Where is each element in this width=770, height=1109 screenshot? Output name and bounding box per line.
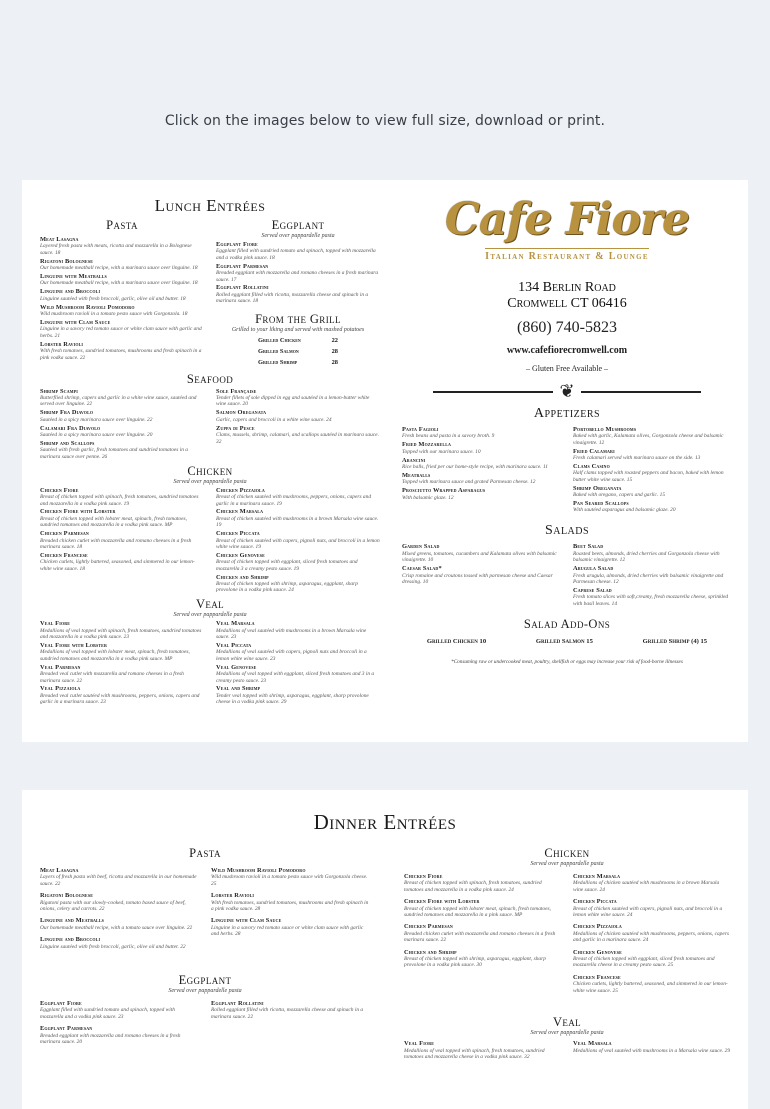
menu-item-description: Our homemade meatball recipe, with a marinara sauce over linguine. 18 — [40, 280, 198, 287]
menu-item-name: Linguine and Meatballs — [40, 917, 105, 925]
menu-item-name: Portobello Mushrooms — [573, 426, 637, 433]
menu-item-description: Crisp romaine and croutons tossed with parmesan cheese and Caesar dressing. 10 — [402, 572, 553, 585]
menu-item-name: Chicken Fiore with Lobster — [404, 898, 480, 906]
addon-item: Grilled Salmon 15 — [535, 637, 593, 645]
menu-item-description: With sautéed asparagus and balsamic glaze. 20 — [573, 507, 676, 514]
menu-item-name: Chicken and Shrimp — [216, 573, 269, 581]
menu-item-name: Arancini — [402, 456, 426, 464]
menu-item — [402, 457, 561, 471]
menu-item — [211, 1000, 370, 1020]
menu-item-name: Linguine with Clam Sauce — [40, 318, 111, 326]
menu-item — [216, 664, 380, 684]
menu-item — [216, 508, 380, 528]
address-line-1: 134 Berlin Road — [518, 280, 616, 295]
menu-item — [216, 685, 380, 705]
menu-item-description: Wild mushroom ravioli in a tomato pesto sauce with Gorgonzola cheese. 25 — [211, 874, 368, 887]
menu-item-name: Chicken Pizzaiola — [573, 923, 622, 931]
menu-item-description: Linguine in a savory red tomato sauce or white clam sauce with garlic and herbs. 21 — [40, 326, 202, 339]
menu-item-description: Breast of chicken topped with eggplant, sliced fresh tomatoes and mozzarella cheese in a creamy pesto sauce. 25 — [573, 956, 715, 969]
menu-item — [573, 500, 732, 514]
menu-item-description: Medallions of veal topped with lobster meat, spinach, fresh tomatoes, sundried tomatoes and mozzarella in a vodka pink sauce. MP — [40, 649, 190, 662]
menu-item — [573, 485, 732, 499]
lunch-menu-image[interactable] — [22, 180, 748, 742]
grill-item-price: 28 — [331, 347, 338, 355]
dinner-veal-sub: Served over pappardelle pasta — [530, 1030, 604, 1037]
menu-item-name: Chicken and Shrimp — [404, 948, 457, 956]
menu-item-name: Chicken Fiore — [404, 873, 443, 880]
gluten-free-note: – Gluten Free Available – — [525, 364, 609, 373]
menu-item-description: With balsamic glaze. 12 — [402, 494, 454, 501]
menu-item-description: Breast of chicken sautéed with mushrooms in a brown Marsala wine sauce. 19 — [216, 515, 379, 529]
menu-item-description: With fresh tomatoes, sundried tomatoes, mushrooms and fresh spinach in a pink vodka sauce. 22 — [40, 348, 202, 361]
dinner-chicken-left — [404, 873, 561, 999]
menu-item-description: Breast of chicken topped with eggplant, sliced fresh tomatoes and mozzarella 3 a creamy pesto sauce. 19 — [216, 559, 358, 572]
grill-item-name: Grilled Chicken — [258, 336, 301, 344]
salads-right — [573, 543, 732, 608]
dinner-pasta-left — [40, 867, 199, 955]
menu-item — [216, 409, 380, 423]
menu-item-description: Breast of chicken topped with spinach, fresh tomatoes, sundried tomatoes and mozzarella in a vodka pink sauce. 19 — [40, 494, 199, 507]
menu-item — [402, 487, 561, 501]
menu-item-description: Sautéed in a spicy marinara sauce over linguine. 20 — [40, 432, 153, 439]
menu-item-description: Baked with oregano, capers and garlic. 15 — [573, 492, 666, 499]
lunch-pasta-heading: Pasta — [106, 218, 138, 232]
logo-text: Cafe Fiore — [444, 194, 690, 245]
menu-item-name: Veal Marsala — [573, 1040, 612, 1048]
menu-item — [402, 441, 561, 455]
menu-item — [573, 543, 732, 563]
lunch-eggplant-list — [216, 241, 380, 305]
cafe-fiore-logo — [402, 194, 732, 264]
lunch-veal-left — [40, 620, 204, 707]
menu-item-description: Butterflied shrimp, capers and garlic in a white wine sauce, sautéed and served over linguine. 22 — [40, 395, 197, 408]
menu-item-name: Veal Fiore — [404, 1040, 435, 1048]
lunch-seafood-right — [216, 388, 380, 462]
menu-item — [40, 425, 204, 439]
menu-item-description: Medallions of chicken sautéed with mushrooms, peppers, onions, capers and garlic in a marinara sauce. 24 — [573, 930, 729, 944]
menu-item — [40, 620, 204, 640]
dinner-veal-left — [404, 1040, 561, 1065]
menu-item — [40, 288, 204, 302]
address-line-2: Cromwell CT 06416 — [507, 296, 627, 311]
addon-item: Grilled Chicken 10 — [426, 637, 487, 645]
menu-item — [573, 587, 732, 607]
menu-item-name: Garden Salad — [402, 543, 440, 551]
menu-item-name: Eggplant Rollatini — [216, 284, 269, 292]
instruction-text: Click on the images below to view full size, download or print. — [164, 113, 606, 129]
menu-item — [216, 425, 380, 445]
lunch-chicken-left — [40, 487, 204, 596]
menu-item — [40, 664, 204, 684]
dinner-veal-right — [573, 1040, 730, 1065]
lunch-eggplant-section — [216, 218, 380, 370]
lunch-pasta-list — [40, 236, 204, 361]
dinner-chicken-sub: Served over pappardelle pasta — [530, 861, 604, 867]
grill-item-price: 28 — [331, 358, 338, 366]
menu-item — [211, 917, 370, 937]
menu-item-description: Eggplant filled with sundried tomato and spinach, topped with mozzarella and a vodka pink sauce. 23 — [40, 1007, 175, 1020]
menu-item-name: Prosciutto Wrapped Asparagus — [402, 487, 486, 495]
addons-heading: Salad Add-Ons — [523, 616, 611, 631]
menu-item-description: Breast of chicken sautéed with capers, pignoli nuts, and broccoli in a lemon white wine sauce. 24 — [573, 905, 723, 919]
dinner-right-column — [404, 846, 730, 1065]
menu-item — [40, 1000, 199, 1020]
menu-item-description: Our homemade meatball recipe, with a tomato sauce over linguine. 22 — [40, 924, 193, 931]
dinner-chicken-heading: Chicken — [544, 846, 590, 860]
menu-item — [40, 487, 204, 507]
lunch-veal-sub: Served over pappardelle pasta — [173, 612, 247, 619]
menu-item — [573, 974, 730, 994]
menu-item-name: Eggplant Fiore — [40, 1000, 82, 1008]
menu-item-name: Veal Piccata — [216, 642, 252, 650]
menu-item-description: Mixed greens, tomatoes, cucumbers and Kalamata olives with balsamic vinaigrette. 10 — [402, 550, 557, 564]
menu-item-description: Linguine sautéed with fresh broccoli, garlic, olive oil and butter. 22 — [40, 943, 186, 950]
menu-item-description: Topped with marinara sauce and grated Parmesan cheese. 12 — [402, 479, 536, 486]
logo-tagline: Italian Restaurant & Lounge — [485, 248, 649, 262]
menu-item-description: Our homemade meatball recipe, with a marinara sauce over linguine. 18 — [40, 265, 198, 272]
menu-item-description: Fresh beans and pasta in a savory broth. 9 — [402, 433, 495, 440]
menu-item-name: Veal and Shrimp — [216, 685, 261, 693]
menu-item-description: Breast of chicken topped with spinach, fresh tomatoes, sundried tomatoes and mozzarella in a vodka pink sauce. 24 — [404, 880, 542, 893]
menu-item — [40, 936, 199, 950]
menu-item-description: Layered fresh pasta with meats, ricotta and mozzarella in a Bolognese sauce. 18 — [40, 243, 192, 256]
lunch-chicken-heading: Chicken — [187, 463, 233, 478]
menu-item-name: Shrimp Fra Diavolo — [40, 409, 94, 417]
menu-item-description: Medallions of veal topped with spinach, fresh tomatoes, sundried tomatoes and mozzarella cheese in a vodka pink sauce. 32 — [404, 1047, 545, 1060]
menu-item-description: Clams, mussels, shrimp, calamari, and scallops sautéed in marinara sauce. 32 — [216, 432, 379, 445]
grill-item — [258, 337, 338, 344]
menu-item — [402, 543, 561, 563]
menu-item — [216, 487, 380, 507]
lunch-seafood-heading: Seafood — [186, 371, 234, 386]
menu-item-description: Breast of chicken topped with shrimp, asparagus, eggplant, sharp provolone in a vodka pink sauce. 30 — [404, 956, 546, 969]
menu-item-description: Breaded chicken cutlet with mozzarella and romano cheeses in a fresh marinara sauce. 18 — [40, 537, 192, 550]
lunch-pasta-section — [40, 218, 204, 370]
menu-item — [40, 552, 204, 572]
menu-item-name: Chicken Genovese — [216, 551, 265, 559]
menu-item-name: Veal Parmesan — [40, 663, 81, 671]
lunch-grill-heading: From the Grill — [255, 311, 341, 326]
menu-item-name: Chicken Parmesan — [404, 923, 453, 931]
menu-item-description: Breaded veal cutlet with mozzarella and romano cheeses in a fresh marinara sauce. 22 — [40, 671, 184, 684]
menu-item-description: Chicken cutlets, lightly battered, seasoned, and simmered in our lemon-white wine sauce. 18 — [40, 559, 195, 572]
grill-item-name: Grilled Salmon — [258, 347, 299, 355]
menu-item — [573, 873, 730, 893]
menu-item-description: Rigatoni pasta with our slowly-cooked, tomato based sauce of beef, onions, celery and carrots. 22 — [40, 899, 186, 913]
menu-item-name: Calamari Fra Diavolo — [40, 424, 101, 432]
menu-item — [402, 426, 561, 440]
menu-item-description: Garlic, capers and broccoli in a white wine sauce. 24 — [216, 416, 332, 423]
lunch-eggplant-sub: Served over pappardelle pasta — [261, 233, 335, 239]
menu-item-description: Rolled eggplant filled with ricotta, mozzarella cheese and spinach in a marinara sauce. 18 — [216, 291, 369, 305]
addon-item: Grilled Shrimp (4) 15 — [642, 637, 708, 645]
dinner-eggplant-heading: Eggplant — [178, 973, 232, 988]
menu-item-description: Medallions of veal sautéed with mushrooms in a Marsala wine sauce. 29 — [573, 1047, 731, 1054]
menu-item — [40, 917, 199, 931]
lunch-right-column — [402, 194, 732, 665]
menu-item-name: Shrimp Oreganata — [573, 484, 622, 492]
menu-item-description: Breast of chicken topped with shrimp, asparagus, eggplant, sharp provolone in a vodka pink sauce. 24 — [216, 581, 358, 594]
menu-item — [40, 530, 204, 550]
menu-item — [216, 530, 380, 550]
menu-item-name: Linguine with Meatballs — [40, 273, 107, 281]
menu-item-name: Eggplant Fiore — [216, 241, 258, 248]
menu-item — [40, 273, 204, 287]
menu-item-description: Medallions of chicken sautéed with mushrooms in a brown Marsala wine sauce. 24 — [573, 880, 720, 893]
menu-item — [402, 472, 561, 486]
menu-item-name: Veal Fiore — [40, 620, 71, 628]
menu-item — [40, 440, 204, 460]
salads-left — [402, 543, 561, 608]
appetizers-right — [573, 426, 732, 515]
dinner-left-column — [40, 846, 370, 1051]
lunch-eggplant-heading: Eggplant — [271, 218, 325, 232]
menu-item-description: Breaded chicken cutlet with mozzarella and romano cheeses in a fresh marinara sauce. 22 — [404, 930, 556, 944]
menu-item-name: Zuppa di Pesce — [216, 424, 255, 432]
menu-item — [211, 892, 370, 912]
menu-item-description: Breast of chicken topped with lobster meat, spinach, fresh tomatoes, sundried tomatoes and mozzarella in a vodka pink sauce. MP — [40, 515, 187, 529]
lunch-title: Lunch Entrées — [154, 196, 266, 215]
menu-item — [211, 867, 370, 887]
menu-item — [216, 620, 380, 640]
dinner-veal-heading: Veal — [552, 1015, 582, 1030]
menu-item — [573, 923, 730, 943]
grill-item — [258, 348, 338, 355]
menu-item — [216, 263, 380, 283]
dinner-eggplant-sub: Served over pappardelle pasta — [168, 988, 242, 995]
menu-item-description: Breaded eggplant with mozzarella and romano cheeses in a fresh marinara sauce. 20 — [40, 1032, 181, 1046]
grill-item — [258, 359, 338, 366]
grill-item-name: Grilled Shrimp — [258, 358, 298, 366]
menu-item — [40, 508, 204, 528]
menu-item-name: Shrimp and Scallops — [40, 440, 95, 447]
appetizers-heading: Appetizers — [533, 406, 601, 421]
menu-item-name: Sole Française — [216, 387, 257, 395]
menu-item-name: Arugula Salad — [573, 565, 614, 573]
dinner-title: Dinner Entrées — [313, 810, 457, 834]
menu-item — [216, 642, 380, 662]
menu-item-name: Shrimp Scampi — [40, 387, 78, 395]
menu-item-description: Medallions of veal sautéed with capers, pignoli nuts and broccoli in a lemon white wine sauce. 23 — [216, 649, 367, 662]
menu-item-name: Linguine and Broccoli — [40, 288, 101, 296]
menu-item — [404, 1040, 561, 1060]
menu-item-name: Chicken Piccata — [573, 898, 617, 906]
menu-item-description: Breaded eggplant with mozzarella and romano cheeses in a fresh marinara sauce. 17 — [216, 270, 379, 283]
menu-item — [402, 565, 561, 585]
menu-item — [573, 448, 732, 462]
menu-item — [40, 1025, 199, 1045]
menu-item-name: Lobster Ravioli — [211, 892, 255, 900]
menu-item-name: Chicken Marsala — [573, 873, 621, 880]
menu-item-name: Salmon Oreganata — [216, 409, 267, 417]
dinner-eggplant-right — [211, 1000, 370, 1050]
menu-item-name: Chicken Fiore — [40, 486, 79, 494]
menu-item-name: Veal Pizzaiola — [40, 685, 81, 693]
menu-item-name: Pasta Fagioli — [402, 426, 439, 433]
menu-item-description: Breast of chicken topped with lobster meat, spinach, fresh tomatoes, sundried tomatoes and mozzarella in a pink sauce. MP — [404, 905, 551, 919]
menu-item — [40, 867, 199, 887]
menu-item — [216, 284, 380, 304]
dinner-chicken-right — [573, 873, 730, 999]
lunch-grill-list — [216, 337, 380, 366]
menu-item — [40, 319, 204, 339]
menu-item-description: Breast of chicken sautéed with capers, pignoli nuts, and broccoli in a lemon white wine sauce. 19 — [216, 537, 380, 550]
menu-item-name: Wild Mushroom Ravioli Pomodoro — [211, 867, 306, 874]
appetizers-left — [402, 426, 561, 515]
menu-item-name: Meat Lasagna — [40, 867, 79, 874]
menu-item — [404, 898, 561, 918]
menu-item-description: Medallions of veal sautéed with mushrooms in a brown Marsala wine sauce. 23 — [216, 627, 367, 641]
menu-item — [404, 873, 561, 893]
menu-item-name: Rigatoni Bolognese — [40, 892, 94, 900]
menu-item-description: Fresh arugula, almonds, dried cherries with balsamic vinaigrette and Parmesan cheese. 12 — [573, 572, 724, 585]
menu-item-name: Chicken Piccata — [216, 530, 260, 538]
menu-item-name: Clams Casino — [573, 463, 610, 471]
menu-item — [573, 898, 730, 918]
menu-item-description: Baked with garlic, Kalamata olives, Gorgonzola cheese and balsamic vinaigrette. 12 — [573, 433, 724, 446]
ornament-divider — [402, 381, 732, 402]
menu-item — [573, 426, 732, 446]
dinner-pasta-right — [211, 867, 370, 955]
menu-item — [40, 409, 204, 423]
menu-item-description: Chicken cutlets, lightly battered, seasoned, and simmered in our lemon-white wine sauce. 25 — [573, 981, 728, 994]
menu-item — [573, 463, 732, 483]
grill-item-price: 22 — [331, 336, 338, 344]
website: www.cafefiorecromwell.com — [506, 345, 628, 356]
menu-item-name: Lobster Ravioli — [40, 340, 84, 348]
menu-item-description: Sautéed with fresh garlic, fresh tomatoes and sundried tomatoes in a marinara sauce over penne. 26 — [40, 447, 188, 460]
food-safety-note: *Consuming raw or undercooked meat, poultry, shellfish or eggs may increase your risk of food-borne illnesses — [451, 658, 683, 665]
menu-item — [573, 949, 730, 969]
menu-item-name: Meatballs — [402, 471, 431, 479]
divider-rule-left — [433, 391, 553, 393]
menu-item-description: Fresh tomato slices with soft,creamy, fresh mozzarella cheese, sprinkled with basil leaves. 14 — [573, 594, 729, 607]
menu-item — [40, 388, 204, 408]
menu-item — [40, 304, 204, 318]
menu-item-name: Eggplant Rollatini — [211, 1000, 264, 1008]
menu-item-description: Linguine sautéed with fresh broccoli, garlic, olive oil and butter. 18 — [40, 295, 186, 302]
menu-item-name: Linguine with Clam Sauce — [211, 917, 282, 925]
menu-item-description: Topped with our marinara sauce. 10 — [402, 448, 481, 455]
menu-item-description: Half clams topped with roasted peppers and bacon, baked with lemon butter white wine sauce. 15 — [573, 470, 724, 483]
menu-item-name: Chicken Fiore with Lobster — [40, 508, 116, 516]
menu-item-name: Chicken Genovese — [573, 948, 622, 956]
lunch-seafood-left — [40, 388, 204, 462]
menu-item — [573, 565, 732, 585]
menu-item-name: Eggplant Parmesan — [216, 262, 269, 270]
menu-item-name: Pan Seared Scallops — [573, 500, 629, 508]
menu-item-name: Rigatoni Bolognese — [40, 257, 94, 265]
menu-item — [40, 892, 199, 912]
menu-item-name: Fried Mozzarella — [402, 441, 452, 449]
menu-item — [40, 341, 204, 361]
salads-heading: Salads — [544, 523, 590, 539]
menu-item-description: Eggplant filled with sundried tomato and spinach, topped with mozzarella and a vodka pink sauce. 18 — [216, 248, 376, 261]
lunch-veal-right — [216, 620, 380, 707]
menu-item-name: Chicken Francese — [40, 551, 88, 559]
menu-item — [573, 1040, 730, 1054]
menu-item-name: Caprese Salad — [573, 586, 612, 594]
menu-item-description: Medallions of veal topped with spinach, fresh tomatoes, sundried tomatoes and mozzarella in a vodka pink sauce. 23 — [40, 627, 202, 641]
menu-item-name: Fried Calamari — [573, 447, 615, 455]
lunch-veal-heading: Veal — [195, 597, 225, 612]
menu-item-name: Veal Genovese — [216, 663, 257, 671]
menu-item-description: Wild mushroom ravioli in a tomato pesto sauce with Gorgonzola. 18 — [40, 311, 188, 318]
menu-item-description: Fresh calamari served with marinara sauce on the side. 13 — [573, 455, 701, 462]
dinner-menu-image[interactable] — [22, 790, 748, 1109]
divider-rule-right — [581, 391, 701, 393]
menu-item — [216, 241, 380, 261]
menu-item-description: Medallions of veal topped with eggplant, sliced fresh tomatoes and 3 in a creamy pesto sauce. 23 — [216, 671, 375, 684]
menu-item-description: Breast of chicken sautéed with mushrooms, peppers, onions, capers and garlic in a marinara sauce. 19 — [216, 494, 372, 507]
lunch-left-column — [40, 196, 380, 707]
phone-number: (860) 740-5823 — [517, 319, 617, 336]
menu-item — [404, 949, 561, 969]
menu-item-name: Wild Mushroom Ravioli Pomodoro — [40, 303, 135, 311]
menu-item — [216, 552, 380, 572]
menu-item — [40, 685, 204, 705]
menu-item-name: Chicken Marsala — [216, 508, 264, 516]
lunch-chicken-right — [216, 487, 380, 596]
menu-item — [40, 258, 204, 272]
menu-item-name: Linguine and Broccoli — [40, 936, 101, 944]
menu-item-description: Linguine in a savory red tomato sauce or white clam sauce with garlic and herbs. 28 — [211, 924, 364, 938]
menu-item-name: Veal Marsala — [216, 620, 255, 628]
dinner-pasta-heading: Pasta — [189, 846, 221, 860]
menu-item-description: Layers of fresh pasta with beef, ricotta and mozzarella in our homemade sauce. 22 — [40, 874, 197, 887]
menu-item-description: Rolled eggplant filled with ricotta, mozzarella cheese and spinach in a marinara sauce. 22 — [211, 1007, 364, 1020]
menu-item-description: Tender fillets of sole dipped in egg and sautéed in a lemon-butter white wine sauce. 20 — [216, 395, 370, 408]
menu-item — [216, 574, 380, 594]
menu-item — [404, 923, 561, 943]
menu-item-description: Tender veal topped with shrimp, asparagus, eggplant, sharp provolone cheese in a vodka pink sauce. 29 — [216, 692, 369, 706]
menu-item — [40, 236, 204, 256]
menu-item-description: With fresh tomatoes, sundried tomatoes, mushrooms and fresh spinach in a pink vodka sauce. 28 — [211, 899, 369, 913]
menu-item-name: Chicken Francese — [573, 973, 621, 981]
menu-item-name: Caesar Salad* — [402, 565, 442, 573]
menu-item — [40, 642, 204, 662]
menu-item-description: Rice balls, fried per our home-style recipe, with marinara sauce. 11 — [402, 464, 548, 471]
menu-item-name: Chicken Parmesan — [40, 530, 89, 538]
menu-item — [216, 388, 380, 408]
lunch-grill-sub: Grilled to your liking and served with mashed potatoes — [231, 326, 365, 333]
menu-item-description: Roasted beets, almonds, dried cherries and Gorgonzola cheese with balsamic vinaigrette. 12 — [573, 550, 720, 564]
lunch-chicken-sub: Served over pappardelle pasta — [173, 478, 247, 485]
menu-item-name: Veal Fiore with Lobster — [40, 642, 108, 650]
ornament-icon: ❦ — [559, 381, 575, 401]
menu-item-name: Chicken Pizzaiola — [216, 486, 265, 494]
dinner-eggplant-left — [40, 1000, 199, 1050]
menu-item-name: Beet Salad — [573, 543, 604, 551]
addons-row — [402, 638, 732, 645]
menu-item-description: Sautéed in a spicy marinara sauce over linguine. 22 — [40, 416, 153, 423]
menu-item-name: Eggplant Parmesan — [40, 1025, 93, 1033]
menu-item-description: Breaded veal cutlet sautéed with mushrooms, peppers, onions, capers and garlic in a marinara sauce. 23 — [40, 692, 200, 706]
menu-item-name: Meat Lasagna — [40, 236, 79, 243]
